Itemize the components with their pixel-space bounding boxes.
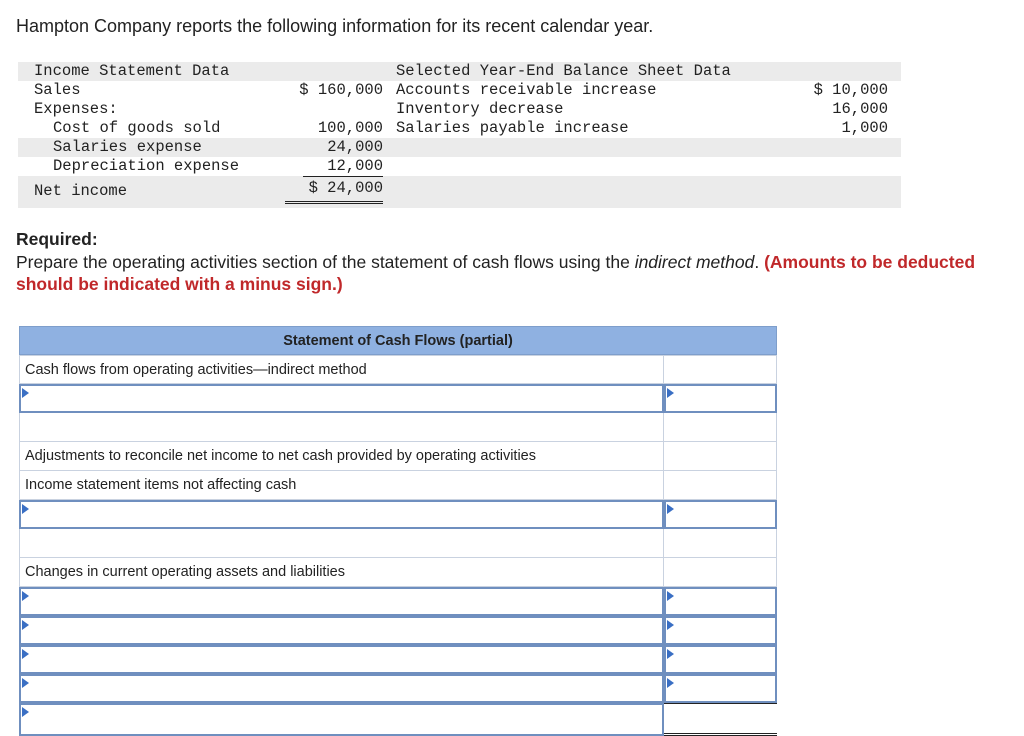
intro-text: Hampton Company reports the following information for its recent calendar year. — [16, 16, 654, 36]
blank-amount-cell — [664, 413, 777, 441]
total-amount-input[interactable] — [664, 704, 777, 733]
instructions-italic: indirect method — [634, 252, 755, 272]
amount-input-cell[interactable] — [664, 500, 777, 529]
income-items-row — [19, 471, 777, 500]
total-label-input[interactable] — [21, 705, 662, 734]
amount-input[interactable] — [666, 647, 775, 672]
given-data-table — [18, 62, 901, 208]
dropdown-marker-icon — [667, 649, 674, 659]
total-label-input-cell[interactable] — [19, 703, 664, 736]
net-income-label: Net income — [34, 182, 128, 200]
label-input[interactable] — [21, 647, 662, 672]
sales-label: Sales — [34, 81, 81, 99]
dropdown-marker-icon — [667, 591, 674, 601]
dropdown-marker-icon — [22, 504, 29, 514]
inventory-value: 16,000 — [832, 100, 888, 118]
amount-input[interactable] — [666, 589, 775, 614]
blank-amount-cell — [664, 529, 777, 557]
label-input-cell[interactable] — [19, 587, 664, 616]
label-input-cell[interactable] — [19, 645, 664, 674]
cogs-label: Cost of goods sold — [53, 119, 221, 137]
inventory-label: Inventory decrease — [396, 100, 564, 118]
dropdown-marker-icon — [667, 678, 674, 688]
total-amount-input-cell[interactable] — [664, 703, 777, 736]
blank-amount-cell — [664, 356, 777, 383]
salaries-expense-label: Salaries expense — [53, 138, 202, 156]
amount-input-cell[interactable] — [664, 616, 777, 645]
input-row — [19, 500, 777, 529]
row-stripe — [18, 176, 901, 208]
instructions — [16, 251, 1011, 295]
instructions-text-after: . — [754, 252, 765, 272]
depreciation-label: Depreciation expense — [53, 157, 240, 175]
total-input-row — [19, 703, 777, 736]
blank-amount-cell — [664, 558, 777, 586]
input-row — [19, 587, 777, 616]
ar-value: $ 10,000 — [813, 81, 888, 99]
label-input[interactable] — [21, 676, 662, 701]
blank-label-cell — [19, 413, 664, 441]
net-income-value: $ 24,000 — [285, 179, 383, 204]
changes-row — [19, 558, 777, 587]
amount-input-cell[interactable] — [664, 645, 777, 674]
dropdown-marker-icon — [22, 591, 29, 601]
dropdown-marker-icon — [22, 649, 29, 659]
depreciation-value: 12,000 — [303, 157, 383, 177]
blank-amount-cell — [664, 442, 777, 470]
amount-input[interactable] — [666, 618, 775, 643]
dropdown-marker-icon — [667, 388, 674, 398]
dropdown-marker-icon — [22, 620, 29, 630]
adjustments-row — [19, 442, 777, 471]
required-heading: Required: — [16, 229, 98, 249]
dropdown-marker-icon — [22, 678, 29, 688]
salaries-expense-value: 24,000 — [327, 138, 383, 156]
blank-amount-cell — [664, 471, 777, 499]
statement-of-cash-flows — [19, 326, 777, 736]
blank-label-cell — [19, 529, 664, 557]
dropdown-marker-icon — [667, 504, 674, 514]
section-operating-row — [19, 355, 777, 384]
label-input-cell[interactable] — [19, 500, 664, 529]
label-input-cell[interactable] — [19, 384, 664, 413]
spacer-row — [19, 413, 777, 442]
amount-input[interactable] — [666, 502, 775, 527]
label-input[interactable] — [21, 589, 662, 614]
statement-title: Statement of Cash Flows (partial) — [19, 326, 777, 355]
input-row — [19, 616, 777, 645]
sales-value: $ 160,000 — [299, 81, 383, 99]
income-statement-header: Income Statement Data — [34, 62, 230, 80]
instructions-text: Prepare the operating activities section of the statement of cash flows using the — [16, 252, 635, 272]
amount-input[interactable] — [666, 386, 775, 411]
label-input-cell[interactable] — [19, 616, 664, 645]
cogs-value: 100,000 — [317, 119, 383, 137]
spacer-row — [19, 529, 777, 558]
label-input-cell[interactable] — [19, 674, 664, 703]
amount-input-cell[interactable] — [664, 587, 777, 616]
salaries-payable-label: Salaries payable increase — [396, 119, 629, 137]
dropdown-marker-icon — [667, 620, 674, 630]
ar-label: Accounts receivable increase — [396, 81, 657, 99]
input-row — [19, 674, 777, 703]
dropdown-marker-icon — [22, 388, 29, 398]
label-input[interactable] — [21, 618, 662, 643]
dropdown-marker-icon — [22, 707, 29, 717]
amount-input-cell[interactable] — [664, 384, 777, 413]
adjustments-label: Adjustments to reconcile net income to net cash provided by operating activities — [19, 442, 664, 470]
input-row — [19, 384, 777, 413]
balance-sheet-header: Selected Year-End Balance Sheet Data — [396, 62, 731, 80]
label-input[interactable] — [21, 502, 662, 527]
expenses-label: Expenses: — [34, 100, 118, 118]
salaries-payable-value: 1,000 — [841, 119, 888, 137]
section-operating-label: Cash flows from operating activities—indirect method — [19, 356, 664, 383]
amount-input[interactable] — [666, 676, 775, 701]
income-items-label: Income statement items not affecting cash — [19, 471, 664, 499]
changes-label: Changes in current operating assets and liabilities — [19, 558, 664, 586]
input-row — [19, 645, 777, 674]
label-input[interactable] — [21, 386, 662, 411]
minus-sign-note: (Amounts to be deducted should be indicated with a minus sign.) — [16, 252, 976, 294]
amount-input-cell[interactable] — [664, 674, 777, 703]
